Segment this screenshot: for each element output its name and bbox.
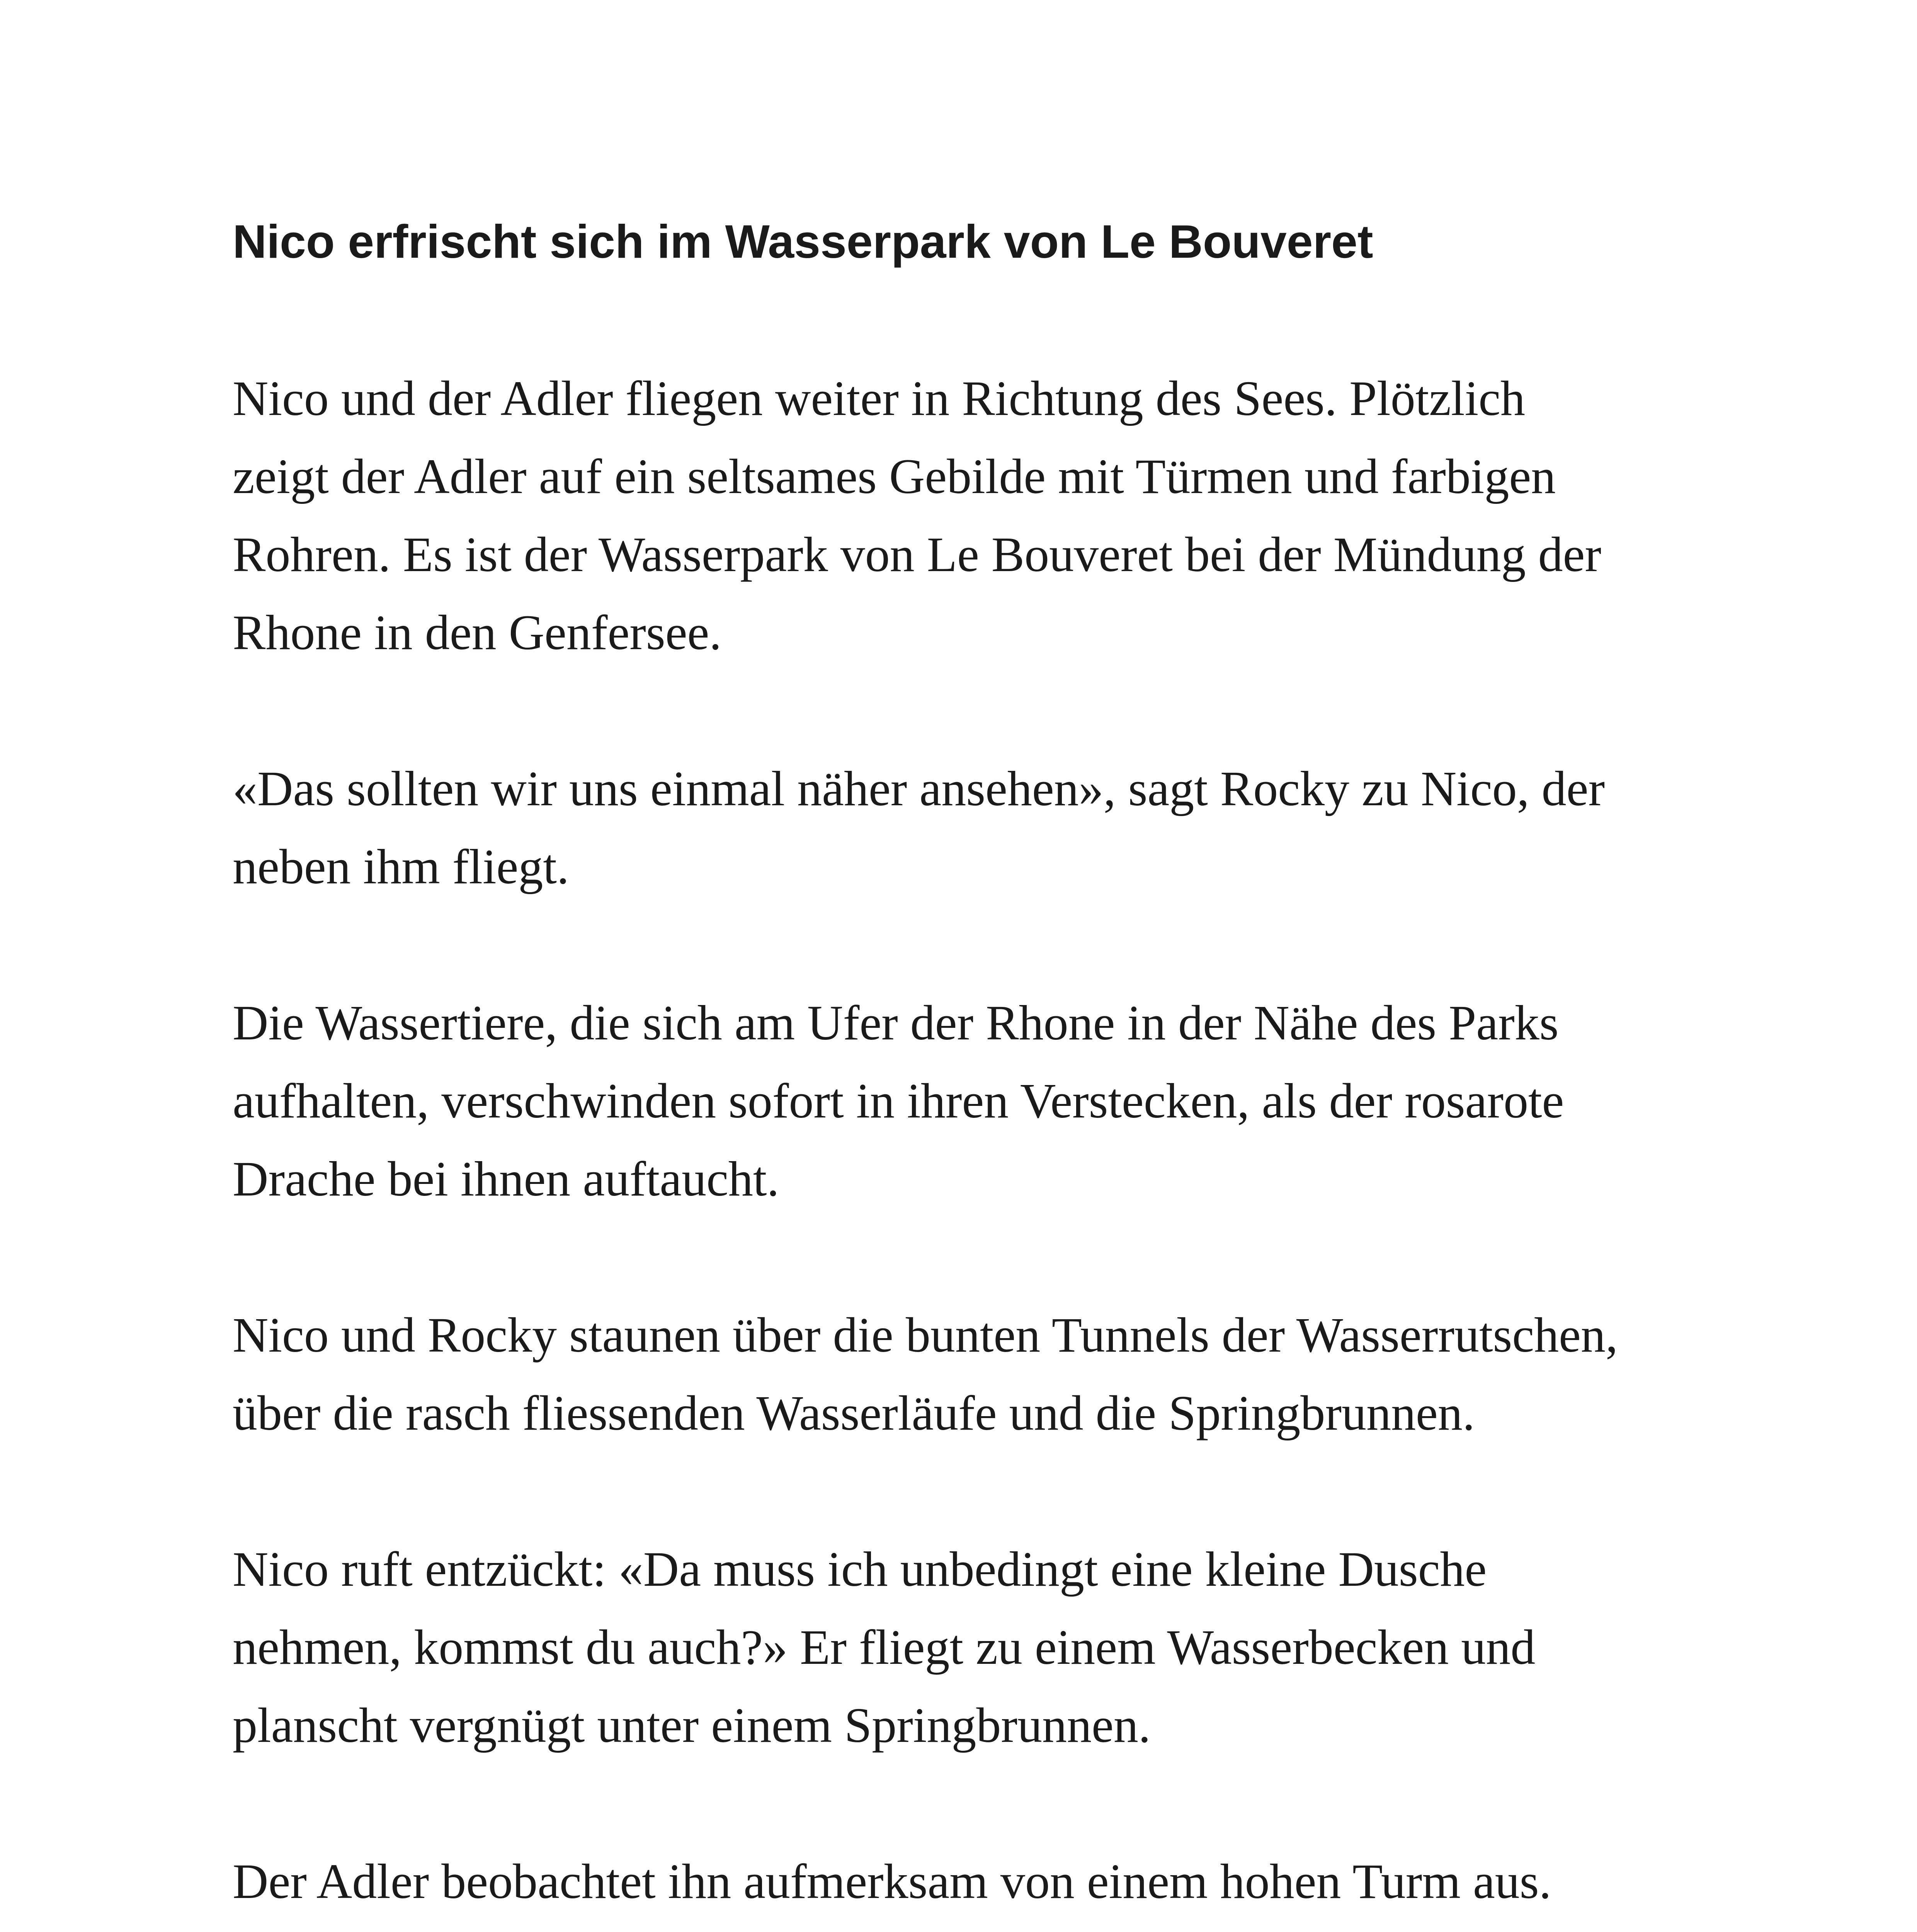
- text-line: neben ihm fliegt.: [233, 839, 569, 894]
- text-line: Die Wassertiere, die sich am Ufer der Rhone in der Nähe des Parks: [233, 995, 1559, 1050]
- text-line: Nico ruft entzückt: «Da muss ich unbedingt eine kleine Dusche: [233, 1542, 1487, 1597]
- text-line: [233, 1920, 1740, 1932]
- text-line: Nico und Rocky staunen über die bunten Tunnels der Wasserrutschen,: [233, 1308, 1618, 1362]
- text-line: «Das sollten wir uns einmal näher ansehen», sagt Rocky zu Nico, der: [233, 761, 1605, 816]
- text-line: Rohren. Es ist der Wasserpark von Le Bouveret bei der Mündung der: [233, 527, 1601, 582]
- page-title: Nico erfrischt sich im Wasserpark von Le Bouveret: [233, 215, 1373, 268]
- text-line: zeigt der Adler auf ein seltsames Gebilde mit Türmen und farbigen: [233, 449, 1556, 504]
- paragraph: [233, 984, 1740, 1218]
- paragraph: [233, 1296, 1740, 1452]
- text-line: planscht vergnügt unter einem Springbrunnen.: [233, 1698, 1151, 1753]
- text-line: aufhalten, verschwinden sofort in ihren Verstecken, als der rosarote: [233, 1073, 1564, 1128]
- text-line: Der Adler beobachtet ihn aufmerksam von einem hohen Turm aus.: [233, 1854, 1551, 1909]
- text-line: Drache bei ihnen auftaucht.: [233, 1151, 779, 1206]
- paragraph: [233, 750, 1740, 906]
- text-line: Nico und der Adler fliegen weiter in Richtung des Sees. Plötzlich: [233, 371, 1525, 426]
- paragraph: [233, 1842, 1740, 1932]
- paragraph: [233, 1530, 1740, 1764]
- story-text: [233, 359, 1740, 1932]
- text-line: nehmen, kommst du auch?» Er fliegt zu einem Wasserbecken und: [233, 1620, 1536, 1675]
- text-line: über die rasch fliessenden Wasserläufe und die Springbrunnen.: [233, 1386, 1475, 1440]
- text-line: Rhone in den Genfersee.: [233, 605, 722, 660]
- paragraph: [233, 359, 1740, 672]
